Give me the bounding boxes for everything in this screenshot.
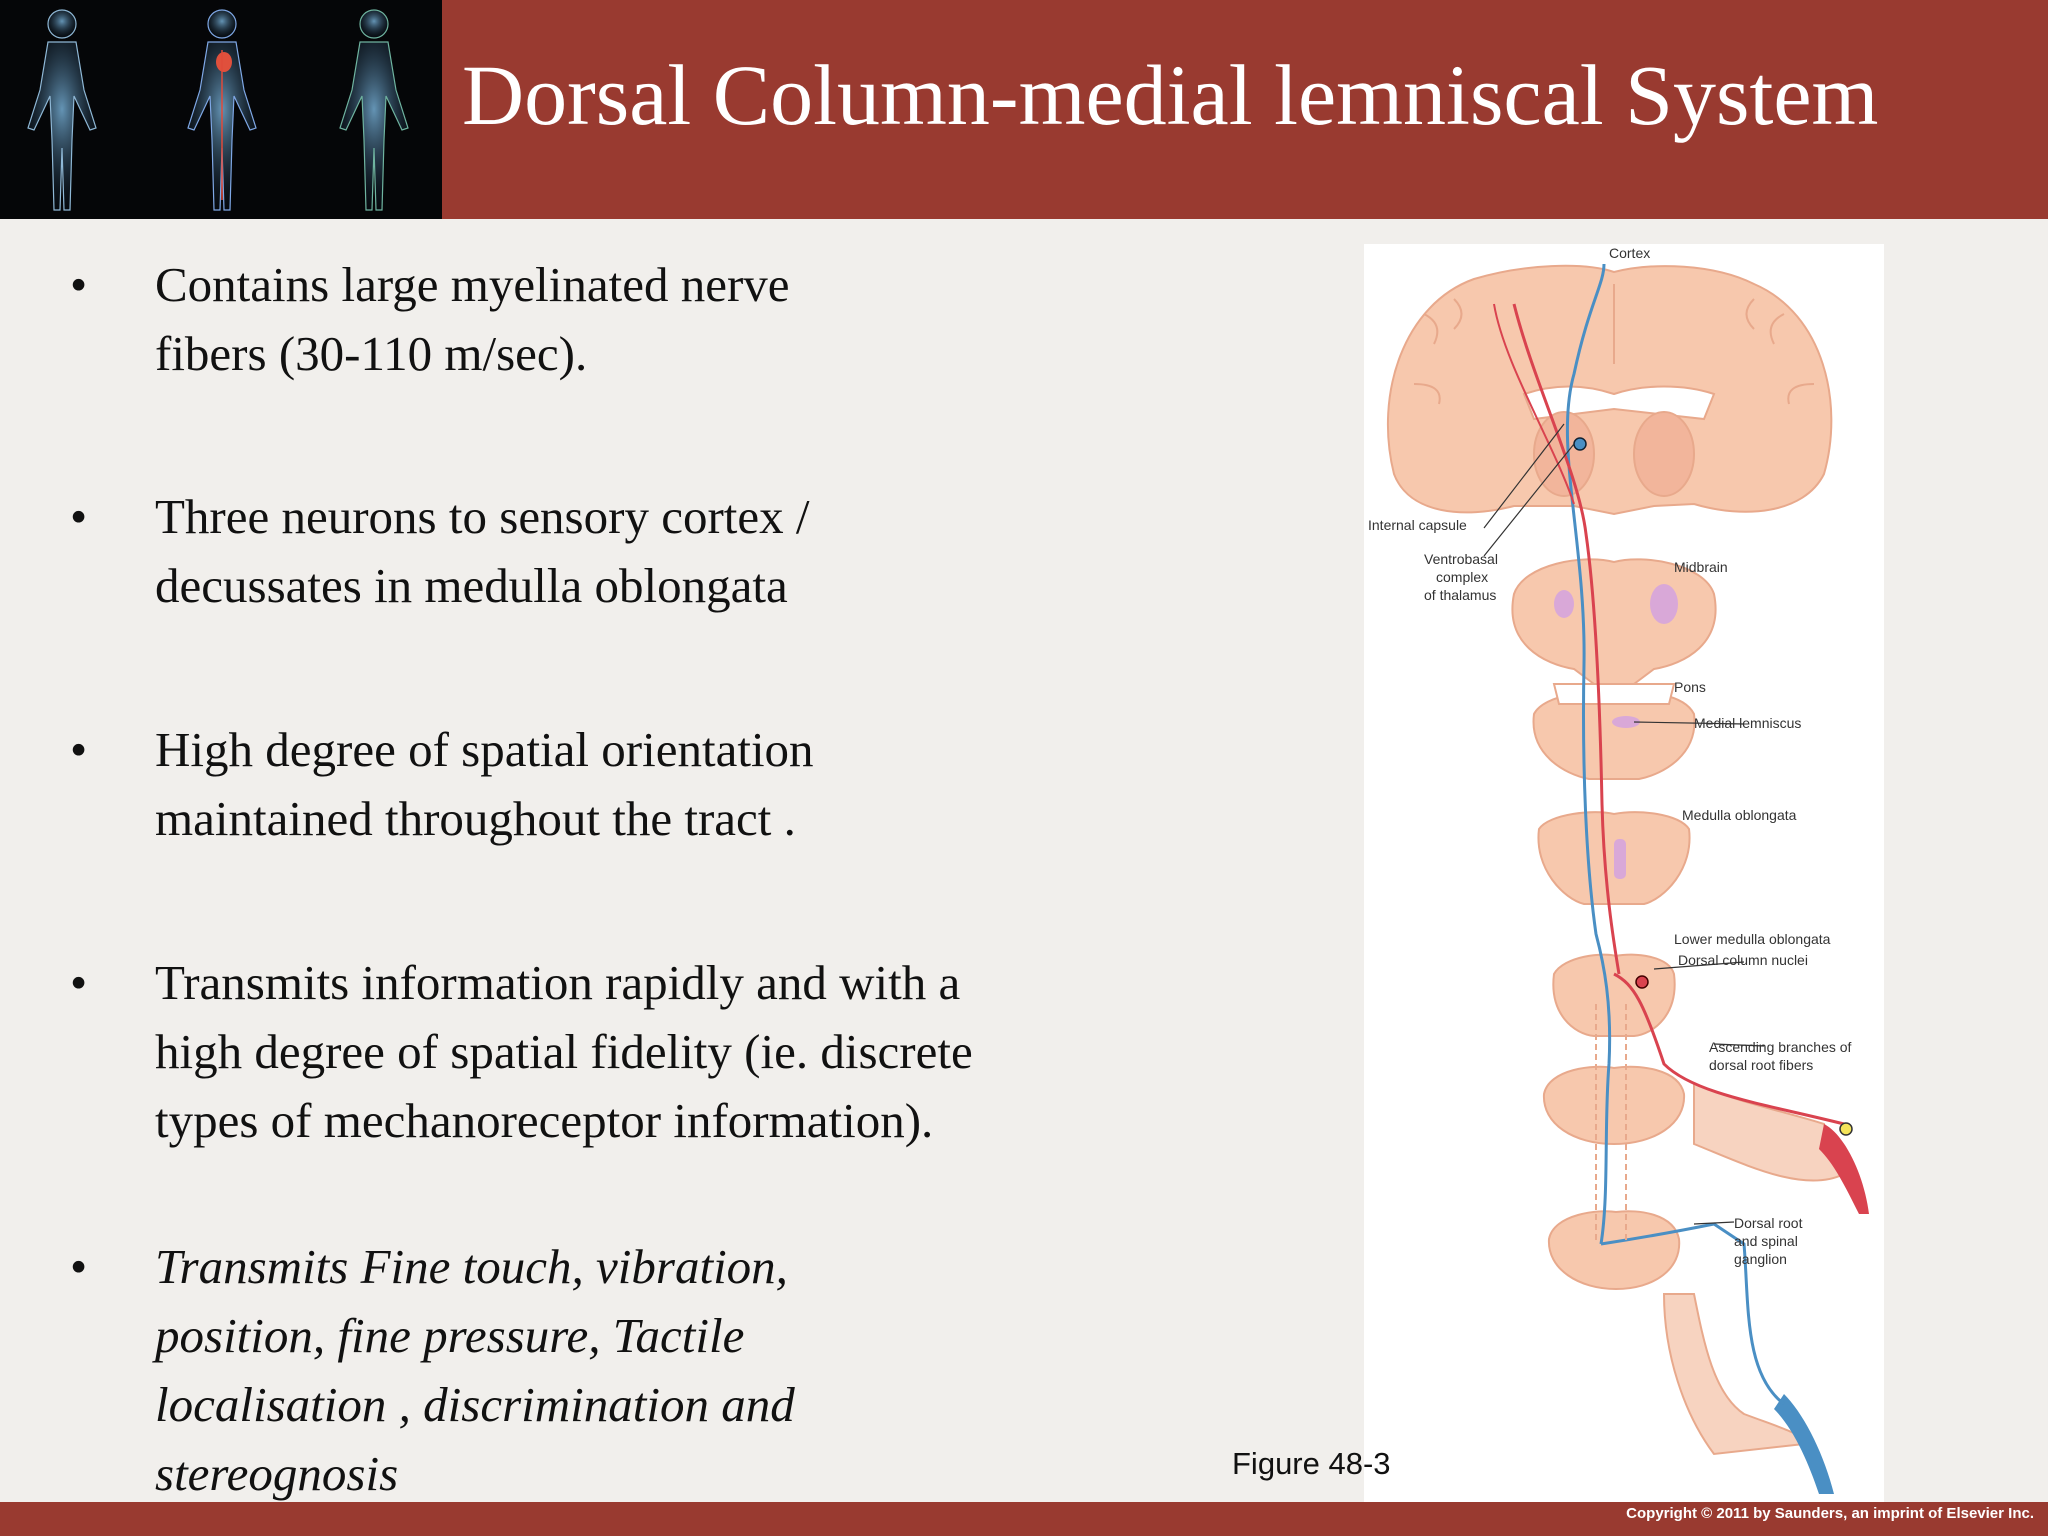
human-figure-middle <box>188 10 256 210</box>
human-figure-right <box>340 10 408 210</box>
bullet-marker: • <box>70 1239 88 1294</box>
label-internal-capsule: Internal capsule <box>1368 517 1467 533</box>
label-cortex: Cortex <box>1609 245 1651 261</box>
anatomy-figures-image <box>0 0 442 219</box>
label-ventrobasal-2: complex <box>1436 569 1489 585</box>
bullet-text: Three neurons to sensory cortex / decussates in medulla oblongata <box>155 489 810 613</box>
bullet-text: Contains large myelinated nerve fibers (30-110 m/sec). <box>155 257 790 381</box>
neural-pathway-figure <box>1364 244 1884 1506</box>
label-medial-lemniscus: Medial lemniscus <box>1694 715 1802 731</box>
slide-title: Dorsal Column-medial lemniscal System <box>462 47 1879 143</box>
label-ventrobasal-1: Ventrobasal <box>1424 551 1498 567</box>
label-dorsal-root-3: ganglion <box>1734 1251 1787 1267</box>
label-midbrain: Midbrain <box>1674 559 1728 575</box>
label-dorsal-root-1: Dorsal root <box>1734 1215 1803 1231</box>
bullet-marker: • <box>70 257 88 312</box>
bullet-text: Transmits Fine touch, vibration, position, fine pressure, Tactile localisation , discrimination and stereognosis <box>155 1239 795 1501</box>
bullet-marker: • <box>70 489 88 544</box>
label-ascending-1: Ascending branches of <box>1709 1039 1852 1055</box>
bullet-text: Transmits information rapidly and with a high degree of spatial fidelity (ie. discrete types of mechanoreceptor information). <box>155 955 973 1148</box>
label-lower-medulla: Lower medulla oblongata <box>1674 931 1831 947</box>
human-figure-left <box>28 10 96 210</box>
bullet-marker: • <box>70 955 88 1010</box>
label-ventrobasal-3: of thalamus <box>1424 587 1497 603</box>
figure-caption: Figure 48-3 <box>1232 1446 1391 1481</box>
bullet-text: High degree of spatial orientation maintained throughout the tract . <box>155 722 814 846</box>
copyright-text: Copyright © 2011 by Saunders, an imprint of Elsevier Inc. <box>1626 1505 2034 1522</box>
label-medulla: Medulla oblongata <box>1682 807 1797 823</box>
label-ascending-2: dorsal root fibers <box>1709 1057 1814 1073</box>
label-dorsal-column-nuclei: Dorsal column nuclei <box>1678 952 1808 968</box>
label-pons: Pons <box>1674 679 1706 695</box>
label-dorsal-root-2: and spinal <box>1734 1233 1798 1249</box>
brain-section <box>1388 266 1831 514</box>
bullet-marker: • <box>70 722 88 777</box>
